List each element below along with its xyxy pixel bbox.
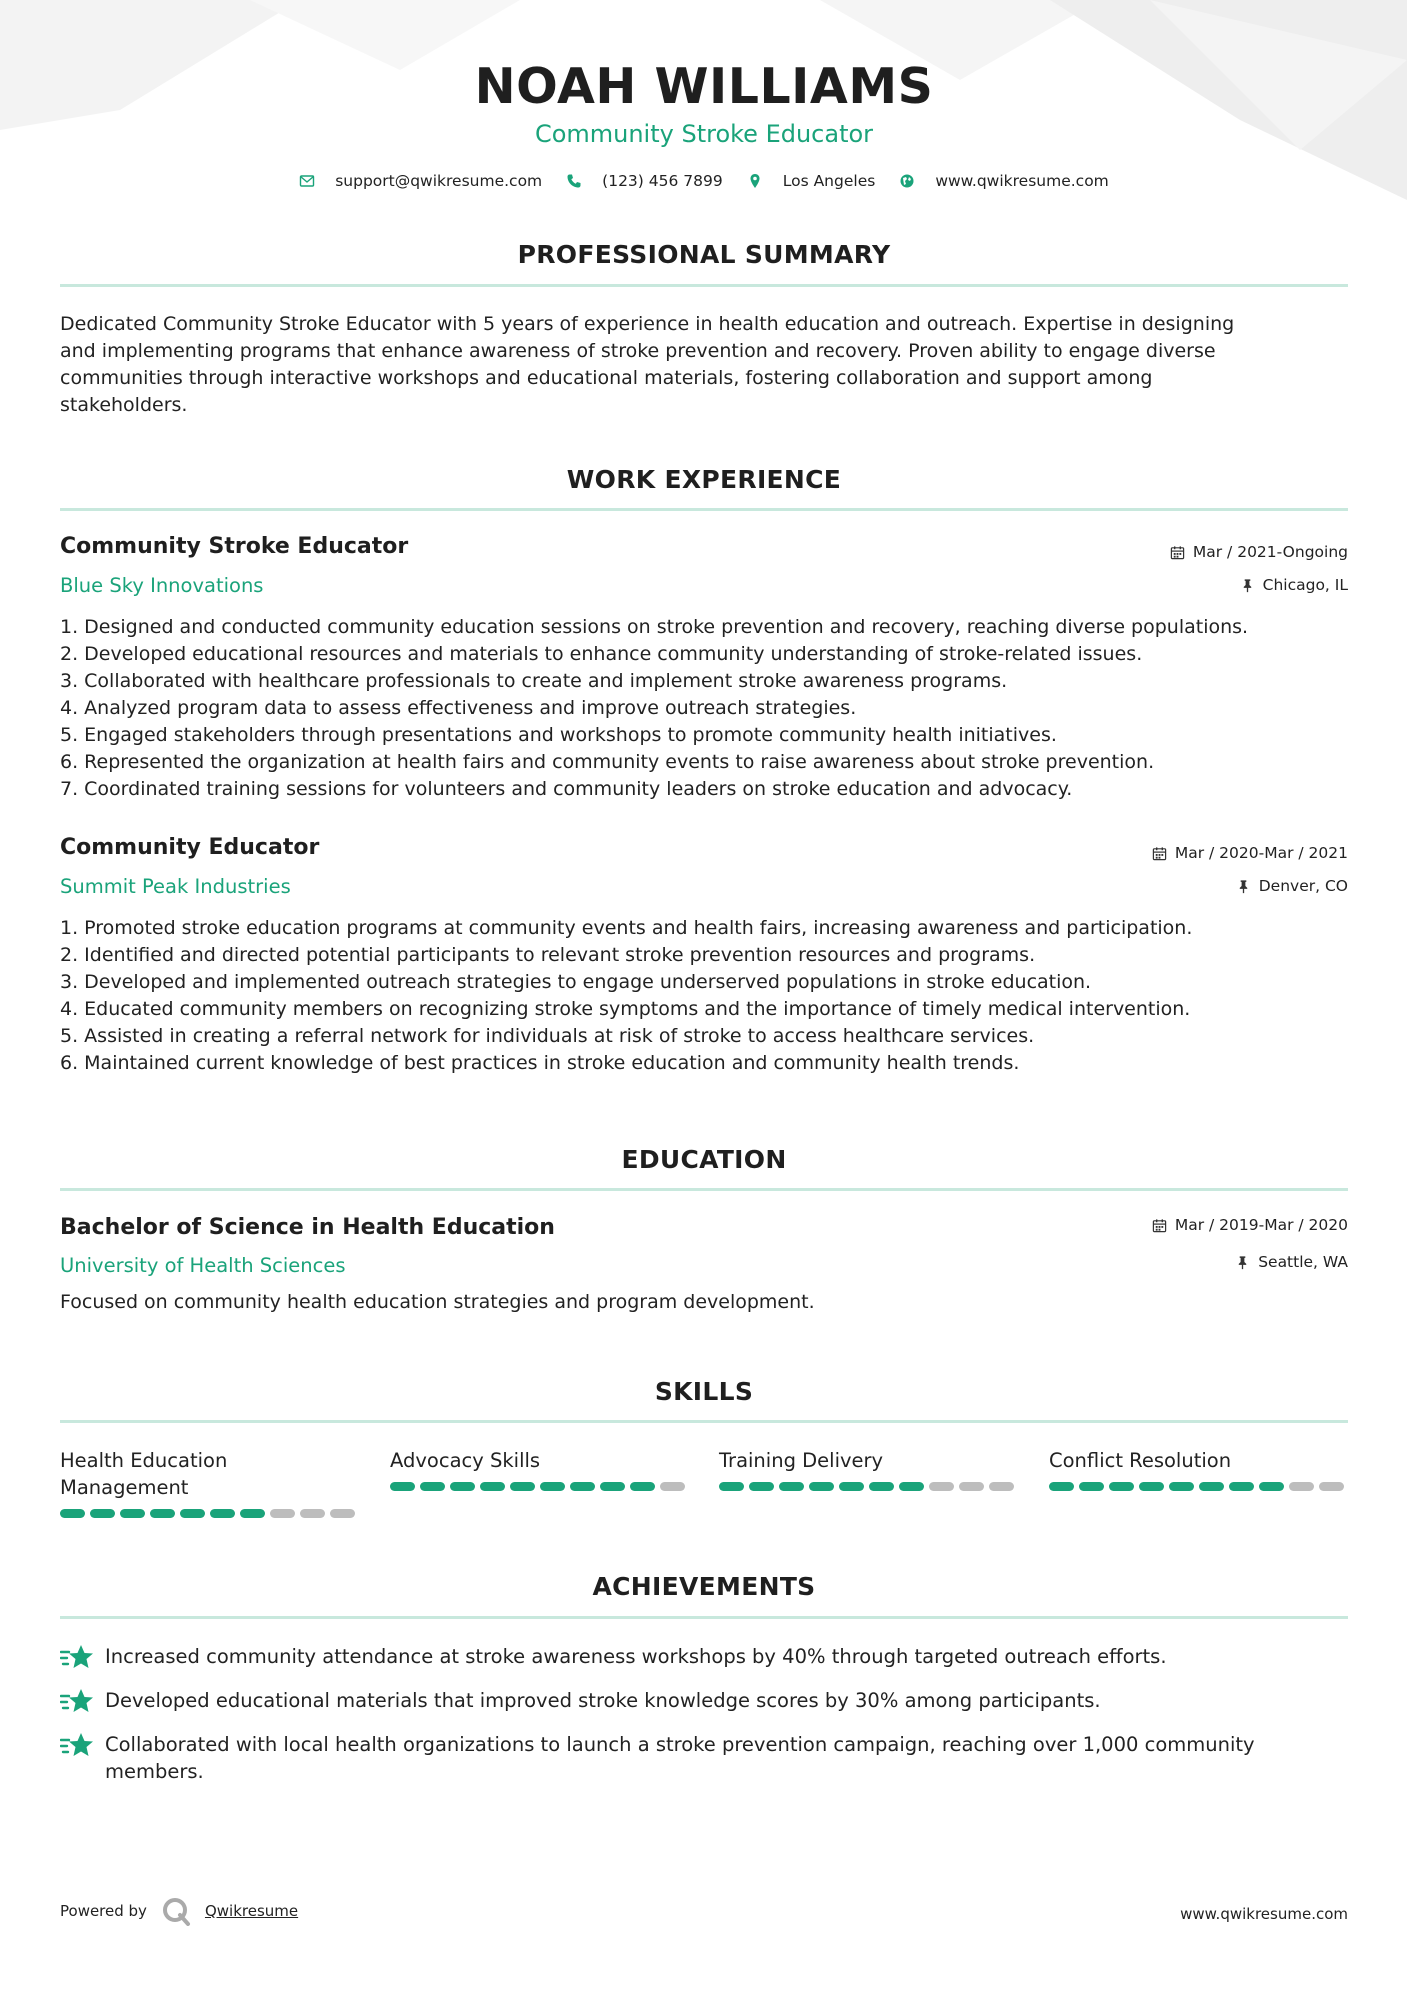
skill-segment-filled xyxy=(210,1509,235,1518)
job-dates xyxy=(1152,844,1348,862)
summary-line: Dedicated Community Stroke Educator with 5 years of experience in health education and outreach. Expertise in designing xyxy=(60,313,1235,335)
achievement-text: Increased community attendance at stroke awareness workshops by 40% through targeted outreach efforts. xyxy=(105,1645,1167,1668)
skill-segment-filled xyxy=(390,1482,415,1491)
summary-text xyxy=(60,311,1348,419)
skill-segment-filled xyxy=(180,1509,205,1518)
pushpin-icon xyxy=(1236,879,1251,894)
skill-name: Advocacy Skills xyxy=(390,1449,541,1472)
achievement-item xyxy=(60,1687,1348,1717)
job-bullet: 6. Represented the organization at health fairs and community events to raise awareness about stroke prevention. xyxy=(60,751,1155,773)
skill-segment-filled xyxy=(510,1482,535,1491)
skill-segment-filled xyxy=(480,1482,505,1491)
skill-segment-filled xyxy=(869,1482,894,1491)
education-degree: Bachelor of Science in Health Education xyxy=(60,1215,555,1240)
job-dates xyxy=(1170,543,1348,561)
education-location-text: Seattle, WA xyxy=(1258,1253,1348,1271)
map-pin-icon xyxy=(747,173,763,189)
summary-line: and implementing programs that enhance awareness of stroke prevention and recovery. Proven ability to engage diverse xyxy=(60,340,1216,362)
skill-segment-empty xyxy=(929,1482,954,1491)
skill-segment-filled xyxy=(540,1482,565,1491)
skill-segment-filled xyxy=(570,1482,595,1491)
skill-segment-filled xyxy=(779,1482,804,1491)
skill-name: Health Education Management xyxy=(60,1449,228,1499)
job-bullet: 4. Analyzed program data to assess effectiveness and improve outreach strategies. xyxy=(60,697,857,719)
qwikresume-link[interactable]: Qwikresume xyxy=(204,1902,299,1920)
job-title: Community Educator xyxy=(60,835,320,860)
contact-phone-text: (123) 456 7899 xyxy=(602,172,723,190)
summary-divider xyxy=(60,284,1348,287)
skill-segment-filled xyxy=(1169,1482,1194,1491)
skill-segment-filled xyxy=(1079,1482,1104,1491)
skill-segment-empty xyxy=(660,1482,685,1491)
experience-divider xyxy=(60,508,1348,511)
job-bullet: 5. Assisted in creating a referral network for individuals at risk of stroke to access healthcare services. xyxy=(60,1025,1035,1047)
job-bullet: 3. Collaborated with healthcare professionals to create and implement stroke awareness programs. xyxy=(60,670,1008,692)
qwikresume-logo-icon xyxy=(161,1896,191,1926)
skill-segment-filled xyxy=(899,1482,924,1491)
candidate-title: Community Stroke Educator xyxy=(534,120,874,148)
achievements-heading: ACHIEVEMENTS xyxy=(592,1572,816,1601)
job-bullet: 1. Promoted stroke education programs at community events and health fairs, increasing awareness and participation. xyxy=(60,917,1193,939)
skill-segment-filled xyxy=(809,1482,834,1491)
skill-segment-filled xyxy=(60,1509,85,1518)
skill-segment-filled xyxy=(1199,1482,1224,1491)
skill-item xyxy=(719,1447,1019,1491)
job-bullet: 2. Identified and directed potential participants to relevant stroke prevention resources and programs. xyxy=(60,944,1036,966)
skill-item xyxy=(60,1447,360,1518)
contact-website[interactable] xyxy=(899,172,1108,190)
skill-segment-empty xyxy=(1319,1482,1344,1491)
skills-divider xyxy=(60,1420,1348,1423)
contact-phone[interactable] xyxy=(566,172,723,190)
skill-segment-filled xyxy=(1139,1482,1164,1491)
skill-segment-filled xyxy=(240,1509,265,1518)
job-bullet: 6. Maintained current knowledge of best practices in stroke education and community health trends. xyxy=(60,1052,1020,1074)
achievement-text: Developed educational materials that improved stroke knowledge scores by 30% among participants. xyxy=(105,1689,1101,1712)
education-divider xyxy=(60,1188,1348,1191)
powered-by-label: Powered by xyxy=(60,1902,147,1920)
job-bullet: 5. Engaged stakeholders through presentations and workshops to promote community health initiatives. xyxy=(60,724,1057,746)
achievement-text: Collaborated with local health organizations to launch a stroke prevention campaign, reaching over 1,000 community members. xyxy=(105,1733,1255,1783)
job-company: Summit Peak Industries xyxy=(60,875,291,898)
skill-level-bar xyxy=(1049,1482,1349,1491)
skill-level-bar xyxy=(719,1482,1019,1491)
skill-segment-filled xyxy=(420,1482,445,1491)
skill-segment-empty xyxy=(300,1509,325,1518)
skill-segment-filled xyxy=(1229,1482,1254,1491)
education-heading: EDUCATION xyxy=(621,1145,787,1174)
education-dates-text: Mar / 2019-Mar / 2020 xyxy=(1174,1216,1348,1234)
job-location xyxy=(1240,576,1348,594)
skill-segment-empty xyxy=(989,1482,1014,1491)
skill-level-bar xyxy=(390,1482,690,1491)
skill-segment-filled xyxy=(90,1509,115,1518)
contact-location-text: Los Angeles xyxy=(782,172,876,190)
skill-item xyxy=(1049,1447,1349,1491)
footer-website[interactable]: www.qwikresume.com xyxy=(1180,1905,1348,1923)
skill-name: Training Delivery xyxy=(719,1449,884,1472)
education-location xyxy=(1235,1253,1348,1271)
skill-segment-filled xyxy=(450,1482,475,1491)
skill-name: Conflict Resolution xyxy=(1049,1449,1232,1472)
achievement-item xyxy=(60,1643,1348,1673)
pushpin-icon xyxy=(1235,1255,1250,1270)
skill-segment-filled xyxy=(1109,1482,1134,1491)
contact-bar xyxy=(60,172,1348,190)
skill-segment-filled xyxy=(600,1482,625,1491)
candidate-name: NOAH WILLIAMS xyxy=(474,58,934,115)
summary-line: stakeholders. xyxy=(60,394,188,416)
calendar-icon xyxy=(1170,545,1185,560)
job-bullet: 1. Designed and conducted community education sessions on stroke prevention and recovery, reaching diverse populations. xyxy=(60,616,1249,638)
job-dates-text: Mar / 2021-Ongoing xyxy=(1192,543,1348,561)
education-description: Focused on community health education strategies and program development. xyxy=(60,1291,815,1313)
contact-email[interactable] xyxy=(299,172,542,190)
skill-segment-filled xyxy=(839,1482,864,1491)
achievements-divider xyxy=(60,1616,1348,1619)
job-bullet: 7. Coordinated training sessions for volunteers and community leaders on stroke education and advocacy. xyxy=(60,778,1073,800)
contact-location xyxy=(747,172,876,190)
skill-level-bar xyxy=(60,1509,360,1518)
star-icon xyxy=(60,1643,94,1673)
star-icon xyxy=(60,1731,94,1761)
summary-line: communities through interactive workshops and educational materials, fostering collaboration and support among xyxy=(60,367,1153,389)
job-company: Blue Sky Innovations xyxy=(60,574,264,597)
summary-heading: PROFESSIONAL SUMMARY xyxy=(517,240,891,269)
skill-segment-filled xyxy=(719,1482,744,1491)
skill-segment-filled xyxy=(1049,1482,1074,1491)
skills-heading: SKILLS xyxy=(654,1377,754,1406)
job-bullets xyxy=(60,614,1348,803)
skill-segment-filled xyxy=(1259,1482,1284,1491)
experience-heading: WORK EXPERIENCE xyxy=(566,465,842,494)
contact-website-text: www.qwikresume.com xyxy=(935,172,1109,190)
job-title: Community Stroke Educator xyxy=(60,534,409,559)
job-bullet: 4. Educated community members on recognizing stroke symptoms and the importance of timely medical intervention. xyxy=(60,998,1191,1020)
star-icon xyxy=(60,1687,94,1717)
calendar-icon xyxy=(1152,846,1167,861)
job-location-text: Chicago, IL xyxy=(1262,576,1348,594)
calendar-icon xyxy=(1152,1218,1167,1233)
footer-powered-by xyxy=(60,1896,298,1926)
job-location xyxy=(1236,877,1348,895)
skill-segment-empty xyxy=(330,1509,355,1518)
globe-icon xyxy=(899,173,915,189)
achievement-item xyxy=(60,1731,1348,1785)
job-dates-text: Mar / 2020-Mar / 2021 xyxy=(1174,844,1348,862)
phone-icon xyxy=(566,173,582,189)
skill-segment-empty xyxy=(1289,1482,1314,1491)
skill-segment-filled xyxy=(749,1482,774,1491)
job-bullet: 3. Developed and implemented outreach strategies to engage underserved populations in stroke education. xyxy=(60,971,1092,993)
skill-segment-empty xyxy=(959,1482,984,1491)
skill-segment-filled xyxy=(630,1482,655,1491)
education-school: University of Health Sciences xyxy=(60,1254,346,1277)
envelope-icon xyxy=(299,173,315,189)
job-bullet: 2. Developed educational resources and materials to enhance community understanding of stroke-related issues. xyxy=(60,643,1143,665)
pushpin-icon xyxy=(1240,578,1255,593)
contact-email-text: support@qwikresume.com xyxy=(335,172,543,190)
job-location-text: Denver, CO xyxy=(1258,877,1348,895)
skill-segment-filled xyxy=(120,1509,145,1518)
education-dates xyxy=(1152,1216,1348,1234)
skill-item xyxy=(390,1447,690,1491)
skill-segment-filled xyxy=(150,1509,175,1518)
skill-segment-empty xyxy=(270,1509,295,1518)
job-bullets xyxy=(60,915,1348,1077)
